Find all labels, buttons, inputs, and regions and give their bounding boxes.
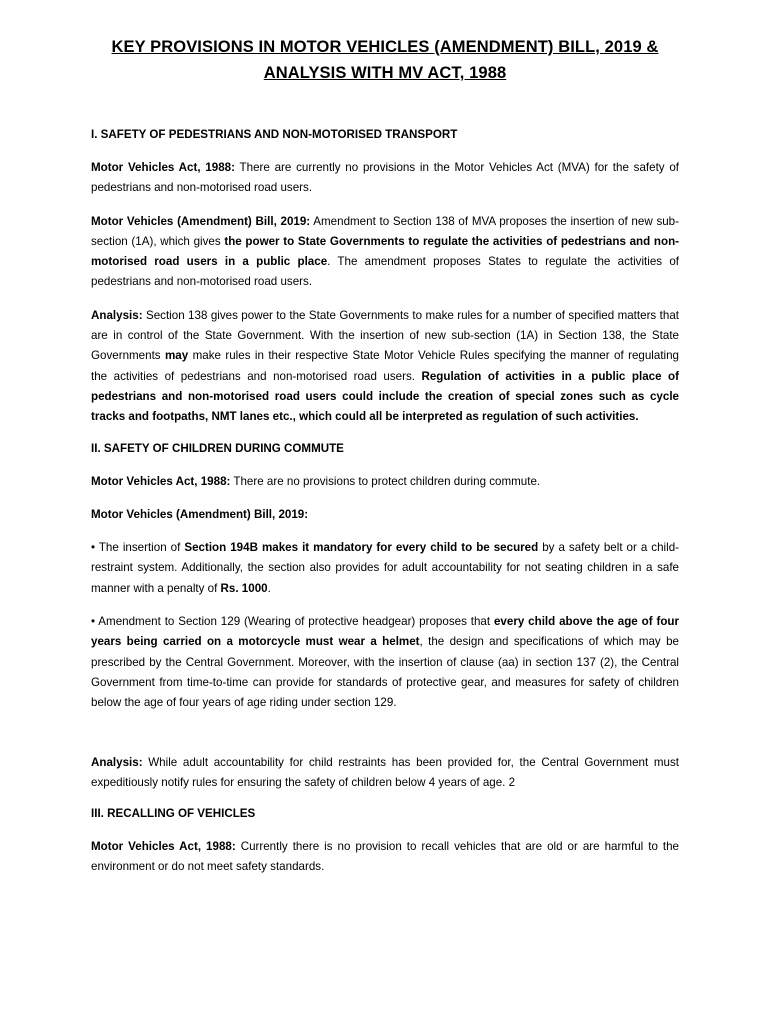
- paragraph-label: Motor Vehicles Act, 1988:: [91, 474, 231, 488]
- paragraph-text: , the design and specifications of which may be prescribed by the Central Government. Moreover, with the insertion of clause (aa) in section 137 (2), the Central Government from time-to-time can provide for standards of protective gear, and measures for safety of children below the age of four years of age riding under section 129.: [91, 635, 679, 710]
- paragraph-emphasis: Section 194B: [184, 541, 258, 555]
- paragraph-text: by a safety belt or a child-restraint system. Additionally, the section also provides for adult accountability for not seating children in a safe manner with a penalty of: [91, 541, 680, 595]
- section-heading-recall: III. RECALLING OF VEHICLES: [91, 807, 256, 821]
- paragraph-label: Motor Vehicles Act, 1988:: [91, 161, 235, 174]
- paragraph-text: There are no provisions to protect children during commute.: [230, 474, 541, 488]
- paragraph-analysis-children: [91, 753, 679, 794]
- paragraph-label: Analysis:: [91, 308, 143, 322]
- spacer: [91, 727, 679, 753]
- paragraph-emphasis: makes it mandatory for every child to be secured: [257, 541, 539, 555]
- paragraph-emphasis: Rs. 1000: [220, 581, 268, 595]
- title-line-1: KEY PROVISIONS IN MOTOR VEHICLES (AMENDMENT) BILL, 2019 &: [111, 38, 659, 56]
- paragraph-mva-1988-recall: [91, 837, 679, 878]
- paragraph-text: There are currently no provisions in the Motor Vehicles Act (MVA) for the safety of pedestrians and non-motorised road users.: [91, 161, 680, 195]
- paragraph-label: Motor Vehicles (Amendment) Bill, 2019:: [91, 214, 311, 228]
- paragraph-amendment-children: [91, 505, 679, 525]
- paragraph-text: make rules in their respective State Motor Vehicle Rules specifying the manner of regulating the activities of pedestrians and non-motorised road users.: [91, 349, 680, 383]
- paragraph-text: .: [267, 581, 271, 595]
- section-heading-pedestrians: I. SAFETY OF PEDESTRIANS AND NON-MOTORISED TRANSPORT: [91, 128, 458, 141]
- paragraph-text: While adult accountability for child restraints has been provided for, the Central Government must expeditiously notify rules for ensuring the safety of children below 4 years of age. 2: [91, 755, 679, 789]
- paragraph-emphasis: the power to State Governments to regulate the activities of pedestrians and non-motorised road users in a public place: [91, 234, 680, 269]
- document-title: [91, 34, 679, 86]
- paragraph-mva-1988-children: [91, 472, 679, 492]
- paragraph-emphasis: every child above the age of four years being carried on a motorcycle must wear a helmet: [91, 615, 679, 649]
- paragraph-label: Motor Vehicles (Amendment) Bill, 2019:: [91, 507, 309, 521]
- paragraph-emphasis: may: [165, 349, 189, 363]
- bullet-section-129: [91, 612, 679, 713]
- paragraph-text: Currently there is no provision to recall vehicles that are old or are harmful to the environment or do not meet safety standards.: [91, 840, 680, 874]
- paragraph-label: Analysis:: [91, 755, 143, 769]
- section-heading-children: II. SAFETY OF CHILDREN DURING COMMUTE: [91, 441, 344, 455]
- paragraph-text: Section 138 gives power to the State Governments to make rules for a number of specified matters that are in control of the State Government. With the insertion of new sub-section (1A) in Section 138, the State Governments: [91, 308, 679, 363]
- paragraph-analysis-pedestrians: [91, 306, 679, 428]
- paragraph-amendment-pedestrians: [91, 212, 679, 293]
- document-page: [91, 34, 679, 891]
- bullet-section-194b: [91, 538, 679, 599]
- paragraph-emphasis: Regulation of activities in a public place of pedestrians and non-motorised road users could include the creation of special zones such as cycle tracks and footpaths, NMT lanes etc., which could all be interpreted as regulation of such activities.: [91, 369, 679, 424]
- paragraph-text: . The amendment proposes States to regulate the activities of pedestrians and non-motorised road users.: [91, 255, 680, 289]
- paragraph-text: Amendment to Section 138 of MVA proposes the insertion of new sub-section (1A), which gives: [91, 214, 679, 248]
- paragraph-text: • Amendment to Section 129 (Wearing of protective headgear) proposes that: [91, 615, 494, 629]
- paragraph-mva-1988-pedestrians: [91, 158, 679, 199]
- paragraph-text: • The insertion of: [91, 541, 185, 555]
- paragraph-label: Motor Vehicles Act, 1988:: [91, 840, 236, 854]
- title-line-2: ANALYSIS WITH MV ACT, 1988: [263, 64, 507, 82]
